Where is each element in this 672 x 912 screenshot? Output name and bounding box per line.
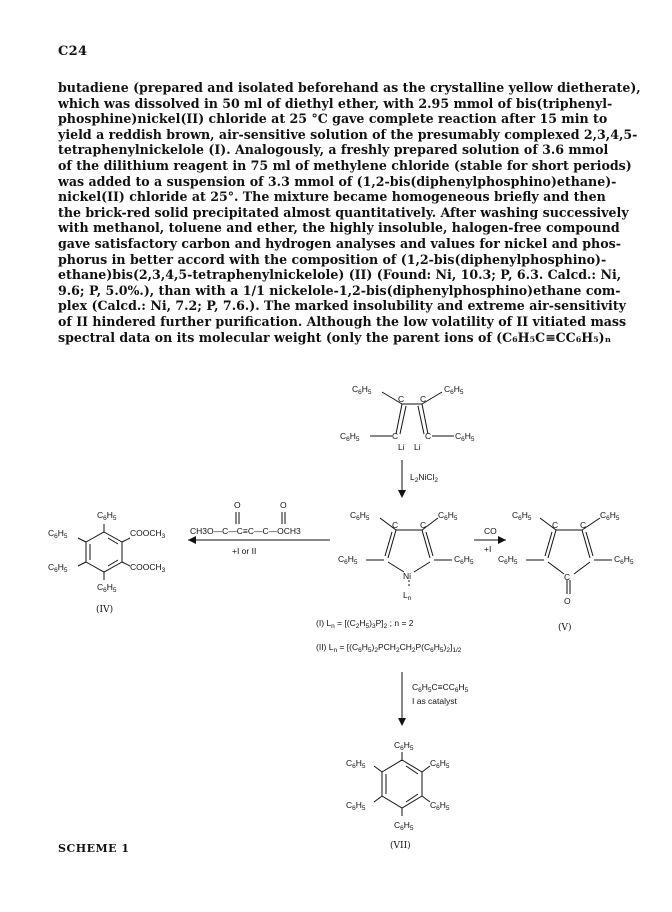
text-line: of the dilithium reagent in 75 ml of methylene chloride (stable for short periods): [58, 157, 632, 173]
svg-text:O: O: [234, 500, 241, 510]
arrow-to-VII: [398, 672, 469, 726]
svg-text:C6H5: $C_6H_5$: [512, 510, 532, 522]
text-line: phosphine)nickel(II) chloride at 25 °C gave complete reaction after 15 min to: [58, 111, 608, 127]
svg-text:C6H5: $C_6H_5$: [346, 800, 366, 812]
svg-text:C6H5: $C_6H_5$: [340, 431, 360, 443]
svg-text:C: C: [392, 431, 399, 441]
svg-text:C6H5: $C_6H_5$: [338, 554, 358, 566]
svg-text:C6H5: $C_6H_5$: [430, 758, 450, 770]
svg-text:C: C: [420, 394, 427, 404]
svg-text:Li: Li: [398, 442, 405, 452]
svg-text:C6H5: $C_6H_5$: [97, 582, 117, 594]
svg-text:C6H5: $C_6H_5$: [614, 554, 634, 566]
compound-label-IV: (IV): [96, 605, 114, 615]
nickelole-center: [338, 510, 474, 602]
product-IV: [48, 510, 166, 615]
svg-text:C6H5: $C_6H_5$: [438, 510, 458, 522]
arrow-to-V: [474, 526, 506, 554]
text-line: phorus in better accord with the composition of (1,2-bis(diphenylphosphino)-: [58, 251, 607, 267]
carbonyl-oxygen: O: [564, 596, 571, 606]
text-line: yield a reddish brown, air-sensitive solution of the presumably complexed 2,3,4,5-: [58, 126, 638, 142]
svg-text:C6H5: $C_6H_5$: [454, 554, 474, 566]
text-line: the brick-red solid precipitated almost quantitatively. After washing successively: [58, 204, 629, 220]
svg-text:COOCH3: $COOCH_3$: [130, 562, 166, 574]
svg-text:(II) Ln = [(C6H5)2PCH2CH2P(C6H: (II) $L_n = [(C_6H_5)_2PCH_2CH_2P(C_6H_5)_2]_{1/2}$: [316, 642, 462, 654]
svg-text:C6H5: $C_6H_5$: [394, 820, 414, 832]
svg-text:Ni: Ni: [403, 571, 412, 581]
right-condition: +I: [484, 544, 492, 554]
svg-text:C: C: [420, 520, 427, 530]
svg-text:L2NiCl2: $L_2NiCl_2$: [410, 472, 439, 484]
text-line: gave satisfactory carbon and hydrogen analyses and values for nickel and phos-: [58, 235, 621, 251]
product-V: [498, 510, 634, 633]
scheme-label: SCHEME 1: [58, 842, 130, 855]
svg-text:C: C: [392, 520, 399, 530]
svg-text:Li: Li: [414, 442, 421, 452]
svg-text:C6H5: $C_6H_5$: [600, 510, 620, 522]
svg-text:C6H5: $C_6H_5$: [350, 510, 370, 522]
svg-text:C6H5C≡CC6H5: $C_6H_5C\equiv CC_6H_5$: [412, 682, 469, 694]
svg-text:C6H5: $C_6H_5$: [48, 528, 68, 540]
compound-label-V: (V): [558, 623, 572, 633]
arrow-to-IV: [188, 500, 330, 556]
svg-text:C6H5: $C_6H_5$: [455, 431, 475, 443]
text-line: nickel(II) chloride at 25°. The mixture became homogeneous briefly and then: [58, 189, 606, 205]
ligand-definitions: [316, 618, 462, 654]
body-paragraph: [58, 80, 641, 345]
text-line: tetraphenylnickelole (I). Analogously, a freshly prepared solution of 3.6 mmol: [58, 142, 609, 158]
svg-text:C: C: [425, 431, 432, 441]
svg-text:C: C: [564, 572, 571, 582]
svg-text:C6H5: $C_6H_5$: [346, 758, 366, 770]
text-line: which was dissolved in 50 ml of diethyl ether, with 2.95 mmol of bis(triphenyl-: [58, 95, 613, 111]
svg-text:C6H5: $C_6H_5$: [444, 384, 464, 396]
svg-text:C: C: [398, 394, 405, 404]
dilithio-butadiene: [340, 384, 475, 452]
svg-text:C6H5: $C_6H_5$: [498, 554, 518, 566]
left-condition: +I or II: [232, 546, 257, 556]
svg-text:C6H5: $C_6H_5$: [97, 510, 117, 522]
product-VII: [346, 740, 450, 851]
text-line: butadiene (prepared and isolated beforehand as the crystalline yellow dietherate),: [58, 80, 641, 95]
text-line: with methanol, toluene and ether, the highly insoluble, halogen-free compound: [58, 220, 620, 236]
svg-text:Ln: $L_n$: [403, 590, 412, 602]
svg-text:C6H5: $C_6H_5$: [48, 562, 68, 574]
arrow-step-1: [398, 460, 438, 498]
compound-label-VII: (VII): [390, 841, 411, 851]
text-line: 9.6; P, 5.0%.), than with a 1/1 nickelole-1,2-bis(diphenylphosphino)ethane com-: [58, 282, 621, 298]
dmad-reagent: CH3O—C—C≡C—C—OCH3: [190, 526, 301, 536]
svg-text:C6H5: $C_6H_5$: [352, 384, 372, 396]
svg-text:C6H5: $C_6H_5$: [430, 800, 450, 812]
co-reagent: CO: [484, 526, 497, 536]
text-line: was added to a suspension of 3.3 mmol of (1,2-bis(diphenylphosphino)ethane)-: [58, 173, 617, 189]
page-number: C24: [58, 44, 88, 59]
svg-text:C6H5: $C_6H_5$: [394, 740, 414, 752]
svg-text:COOCH3: $COOCH_3$: [130, 528, 166, 540]
scheme-drawing: [0, 372, 672, 912]
bottom-condition: I as catalyst: [412, 696, 457, 706]
svg-text:C: C: [552, 520, 559, 530]
text-line: of II hindered further purification. Although the low volatility of II vitiated mass: [58, 313, 627, 329]
svg-text:C: C: [580, 520, 587, 530]
text-line: spectral data on its molecular weight (only the parent ions of (C₆H₅C≡CC₆H₅)ₙ: [58, 329, 612, 345]
reaction-scheme: [0, 372, 672, 912]
svg-text:O: O: [280, 500, 287, 510]
text-line: ethane)bis(2,3,4,5-tetraphenylnickelole) (II) (Found: Ni, 10.3; P, 6.3. Calcd.: Ni,: [58, 267, 622, 283]
text-line: plex (Calcd.: Ni, 7.2; P, 7.6.). The marked insolubility and extreme air-sensitivity: [58, 298, 626, 314]
svg-text:(I) Ln = [(C2H5)3P]2 ; n = 2: (I) $L_n = [(C_2H_5)_3P]_2$ ; n = 2: [316, 618, 414, 630]
